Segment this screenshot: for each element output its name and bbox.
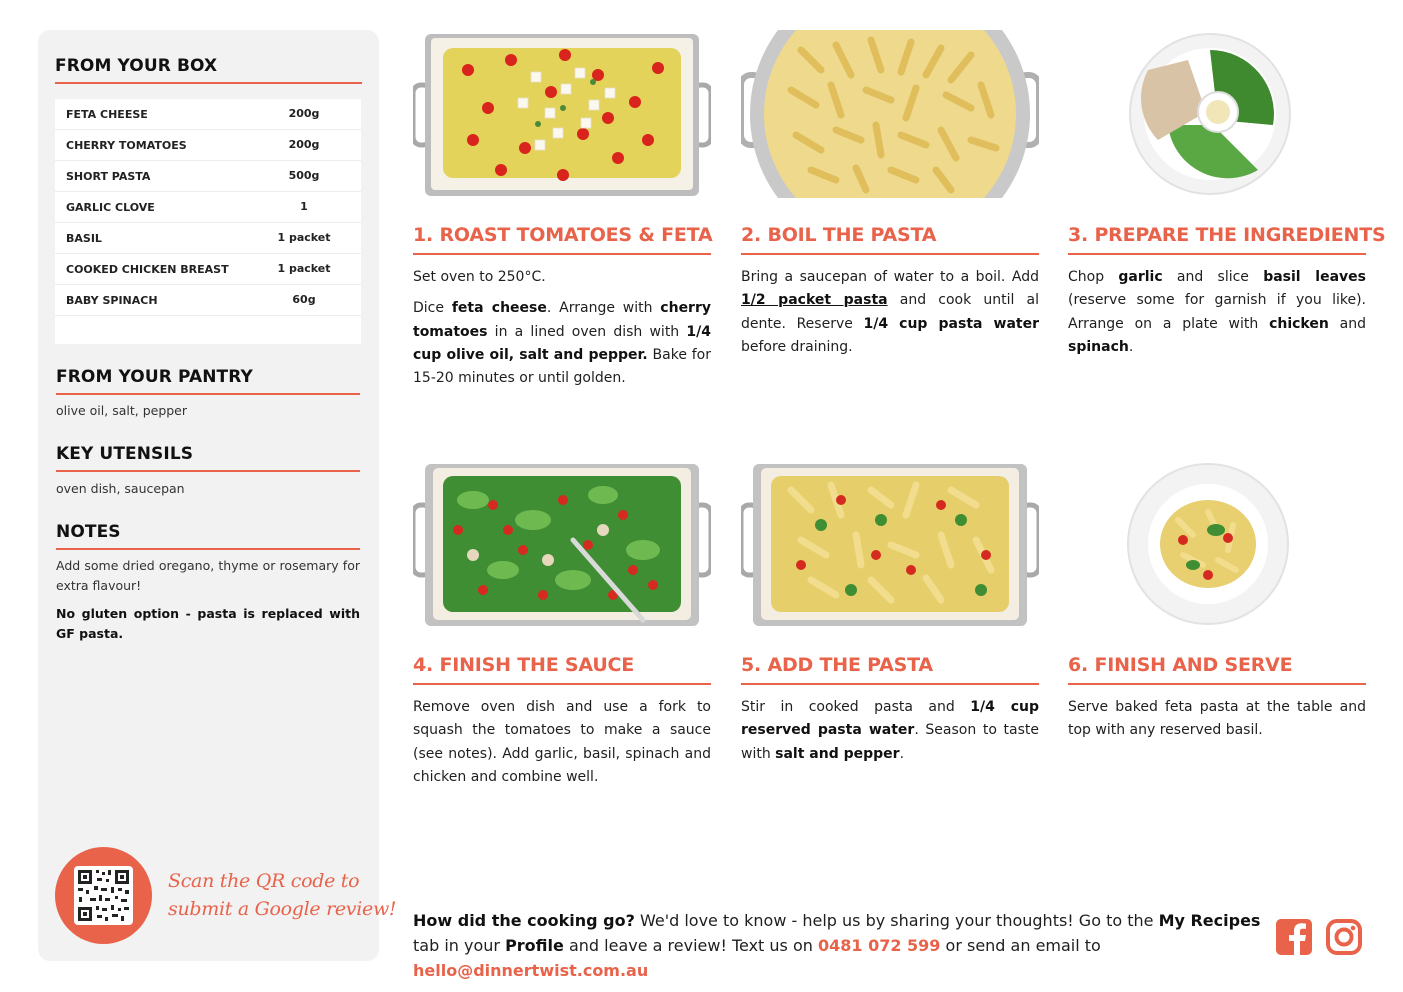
box-title-rule — [55, 82, 362, 84]
table-row — [55, 130, 361, 161]
ingredient-qty: 1 — [300, 200, 308, 213]
table-row — [55, 192, 361, 223]
ingredient-qty: 1 packet — [277, 262, 331, 275]
step5-text: Stir in cooked pasta and 1/4 cup reserved pasta water. Season to taste with salt and pepper. — [741, 699, 1039, 762]
feedback-footer: How did the cooking go? We'd love to know - help us by sharing your thoughts! Go to the My Recipes tab in your Profile and leave a review! Text us on 0481 072 599 or send an email to hello@dinnertwist.com.au — [413, 911, 1261, 980]
step3-title: 3. PREPARE THE INGREDIENTS — [1068, 224, 1386, 246]
pantry-title: FROM YOUR PANTRY — [56, 367, 253, 387]
ingredient-qty: 200g — [288, 107, 320, 120]
box-title: FROM YOUR BOX — [55, 56, 218, 76]
step1-line1: Set oven to 250°C. — [413, 269, 546, 285]
step2-title: 2. BOIL THE PASTA — [741, 224, 937, 246]
step1-line2: Dice feta cheese. Arrange with cherry tomatoes in a lined oven dish with 1/4 cup olive oil, salt and pepper. Bake for 15-20 minutes or until golden. — [413, 300, 711, 387]
step3-rule — [1068, 253, 1366, 255]
facebook-icon[interactable] — [1275, 918, 1313, 956]
notes-title: NOTES — [56, 522, 121, 542]
step3-photo — [1068, 30, 1366, 198]
step1-text — [413, 266, 711, 390]
qr-caption-line1: Scan the QR code to — [168, 870, 360, 892]
ingredient-qty: 1 packet — [277, 231, 331, 244]
instagram-icon[interactable] — [1325, 918, 1363, 956]
utensils-text: oven dish, saucepan — [56, 481, 185, 496]
ingredient-name: BABY SPINACH — [66, 294, 158, 307]
utensils-title-rule — [56, 470, 360, 472]
box-ingredients-table — [55, 99, 361, 344]
ingredient-name: SHORT PASTA — [66, 170, 151, 183]
table-row — [55, 223, 361, 254]
step4-text: Remove oven dish and use a fork to squash the tomatoes to make a sauce (see notes). Add garlic, basil, spinach and chicken and combine well. — [413, 699, 711, 785]
ingredient-name: GARLIC CLOVE — [66, 201, 155, 214]
step5-rule — [741, 683, 1039, 685]
ingredient-name: BASIL — [66, 232, 102, 245]
qr-code-badge[interactable] — [55, 847, 152, 944]
step4-rule — [413, 683, 711, 685]
table-row — [55, 161, 361, 192]
step2-rule — [741, 253, 1039, 255]
step4-title: 4. FINISH THE SAUCE — [413, 654, 635, 676]
step6-photo — [1068, 460, 1366, 628]
ingredient-qty: 60g — [292, 293, 316, 306]
notes-title-rule — [56, 548, 360, 550]
email-link[interactable]: hello@dinnertwist.com.au — [413, 961, 649, 980]
table-row — [55, 285, 361, 316]
step5-title: 5. ADD THE PASTA — [741, 654, 933, 676]
ingredient-name: COOKED CHICKEN BREAST — [66, 263, 229, 276]
pantry-title-rule — [56, 393, 360, 395]
step2-photo — [741, 30, 1039, 198]
qr-caption-line2: submit a Google review! — [168, 898, 397, 920]
ingredient-name: FETA CHEESE — [66, 108, 148, 121]
table-row — [55, 254, 361, 285]
step1-title: 1. ROAST TOMATOES & FETA — [413, 224, 713, 246]
phone-link[interactable]: 0481 072 599 — [817, 936, 941, 955]
step5-photo — [741, 460, 1039, 628]
qr-code-icon[interactable] — [74, 866, 133, 925]
step6-rule — [1068, 683, 1366, 685]
notes-text: Add some dried oregano, thyme or rosemary for extra flavour! — [56, 558, 360, 593]
gluten-note: No gluten option - pasta is replaced with GF pasta. — [56, 606, 360, 641]
step6-text: Serve baked feta pasta at the table and top with any reserved basil. — [1068, 699, 1366, 739]
table-row — [55, 99, 361, 130]
ingredient-name: CHERRY TOMATOES — [66, 139, 187, 152]
step4-photo — [413, 460, 711, 628]
step1-photo — [413, 30, 711, 198]
step1-rule — [413, 253, 711, 255]
step2-text: Bring a saucepan of water to a boil. Add 1/2 packet pasta and cook until al dente. Reserve 1/4 cup pasta water before draining. — [741, 269, 1040, 355]
ingredient-qty: 200g — [288, 138, 320, 151]
step3-text: Chop garlic and slice basil leaves (reserve some for garnish if you like). Arrange on a plate with chicken and spinach. — [1068, 269, 1366, 355]
pantry-text: olive oil, salt, pepper — [56, 403, 188, 418]
utensils-title: KEY UTENSILS — [56, 444, 194, 464]
ingredient-qty: 500g — [288, 169, 320, 182]
step6-title: 6. FINISH AND SERVE — [1068, 654, 1293, 676]
